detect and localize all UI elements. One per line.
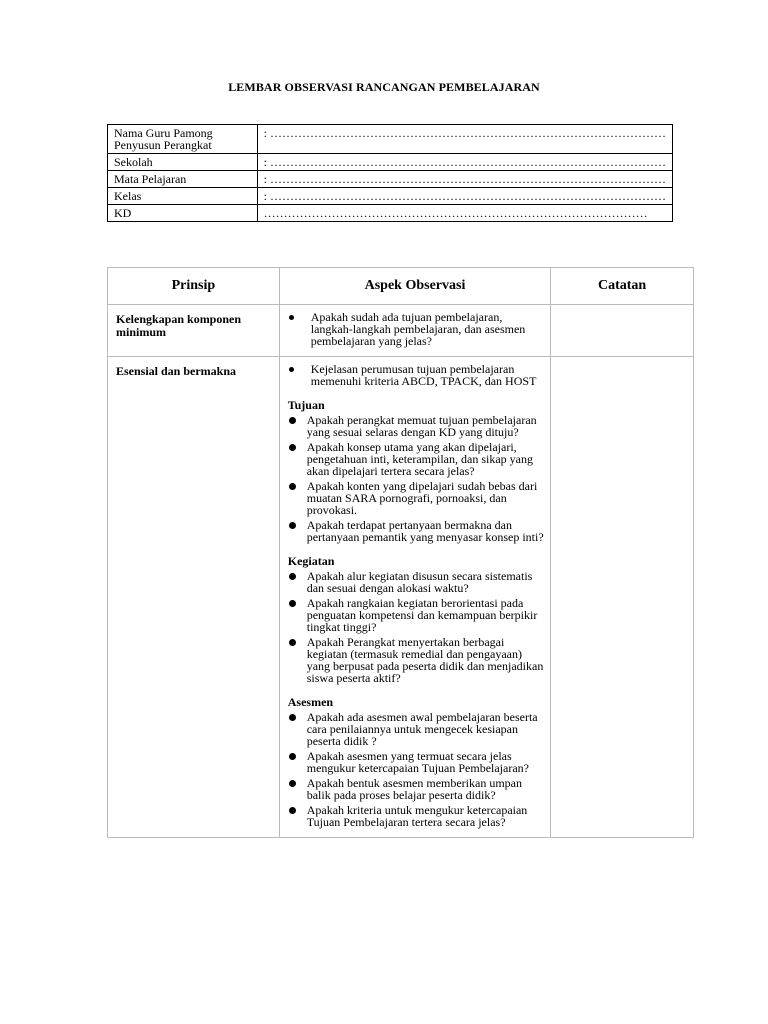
tujuan-list	[288, 414, 545, 543]
table-row	[108, 357, 694, 838]
info-row-kd	[108, 205, 673, 222]
prinsip-cell: Esensial dan bermakna	[108, 357, 280, 838]
catatan-cell[interactable]	[551, 357, 694, 838]
info-label: Kelas	[108, 188, 258, 205]
list-item: Apakah asesmen yang termuat secara jelas mengukur ketercapaian Tujuan Pembelajaran?	[288, 750, 545, 774]
list-item: Apakah rangkaian kegiatan berorientasi pada penguatan kompetensi dan kemampuan berpikir tingkat tinggi?	[288, 597, 545, 633]
info-label: KD	[108, 205, 258, 222]
info-row-sekolah	[108, 154, 673, 171]
info-value-field[interactable]: : ………………………………………………………………………………………	[257, 171, 672, 188]
header-catatan: Catatan	[551, 268, 694, 305]
teacher-info-table	[107, 124, 673, 222]
asesmen-list	[288, 711, 545, 828]
list-item: Apakah alur kegiatan disusun secara sistematis dan sesuai dengan alokasi waktu?	[288, 570, 545, 594]
info-value-field[interactable]: : ………………………………………………………………………………………	[257, 188, 672, 205]
list-item: Kejelasan perumusan tujuan pembelajaran memenuhi kriteria ABCD, TPACK, dan HOST	[288, 363, 545, 387]
info-row-kelas	[108, 188, 673, 205]
header-prinsip: Prinsip	[108, 268, 280, 305]
header-aspek: Aspek Observasi	[279, 268, 551, 305]
list-item: Apakah perangkat memuat tujuan pembelajaran yang sesuai selaras dengan KD yang dituju?	[288, 414, 545, 438]
section-heading-tujuan: Tujuan	[287, 398, 325, 412]
observation-table	[107, 267, 694, 838]
info-value-field[interactable]: : ………………………………………………………………………………………	[257, 154, 672, 171]
aspek-cell	[279, 357, 551, 838]
info-label-line: Nama Guru Pamong	[114, 126, 213, 140]
kegiatan-list	[288, 570, 545, 684]
list-item: Apakah konsep utama yang akan dipelajari, pengetahuan inti, keterampilan, dan sikap yang akan dipelajari tertera secara jelas?	[288, 441, 545, 477]
info-row-guru	[108, 125, 673, 154]
catatan-cell[interactable]	[551, 305, 694, 357]
info-label-line: Penyusun Perangkat	[114, 138, 212, 152]
info-value-field[interactable]: : ………………………………………………………………………………………	[257, 125, 672, 154]
section-heading-kegiatan: Kegiatan	[287, 554, 335, 568]
info-label: Mata Pelajaran	[108, 171, 258, 188]
info-label: Sekolah	[108, 154, 258, 171]
aspek-list	[288, 363, 545, 387]
list-item: Apakah konten yang dipelajari sudah bebas dari muatan SARA pornografi, pornoaksi, dan provokasi.	[288, 480, 545, 516]
list-item: Apakah bentuk asesmen memberikan umpan balik pada proses belajar peserta didik?	[288, 777, 545, 801]
list-item: Apakah sudah ada tujuan pembelajaran, langkah-langkah pembelajaran, dan asesmen pembelajaran yang jelas?	[288, 311, 545, 347]
page-title: LEMBAR OBSERVASI RANCANGAN PEMBELAJARAN	[228, 80, 540, 94]
list-item: Apakah terdapat pertanyaan bermakna dan pertanyaan pemantik yang menyasar konsep inti?	[288, 519, 545, 543]
info-row-mapel	[108, 171, 673, 188]
aspek-cell	[279, 305, 551, 357]
info-value-field[interactable]: ……………………………………………………………………………………	[257, 205, 672, 222]
prinsip-cell: Kelengkapan komponen minimum	[108, 305, 280, 357]
table-row	[108, 305, 694, 357]
table-header-row	[108, 268, 694, 305]
list-item: Apakah kriteria untuk mengukur ketercapaian Tujuan Pembelajaran tertera secara jelas?	[288, 804, 545, 828]
list-item: Apakah ada asesmen awal pembelajaran beserta cara penilaiannya untuk mengecek kesiapan peserta didik ?	[288, 711, 545, 747]
aspek-list	[288, 311, 545, 347]
section-heading-asesmen: Asesmen	[287, 695, 334, 709]
list-item: Apakah Perangkat menyertakan berbagai kegiatan (termasuk remedial dan pengayaan) yang berpusat pada peserta didik dan menjadikan siswa peserta aktif?	[288, 636, 545, 684]
info-label	[108, 125, 258, 154]
